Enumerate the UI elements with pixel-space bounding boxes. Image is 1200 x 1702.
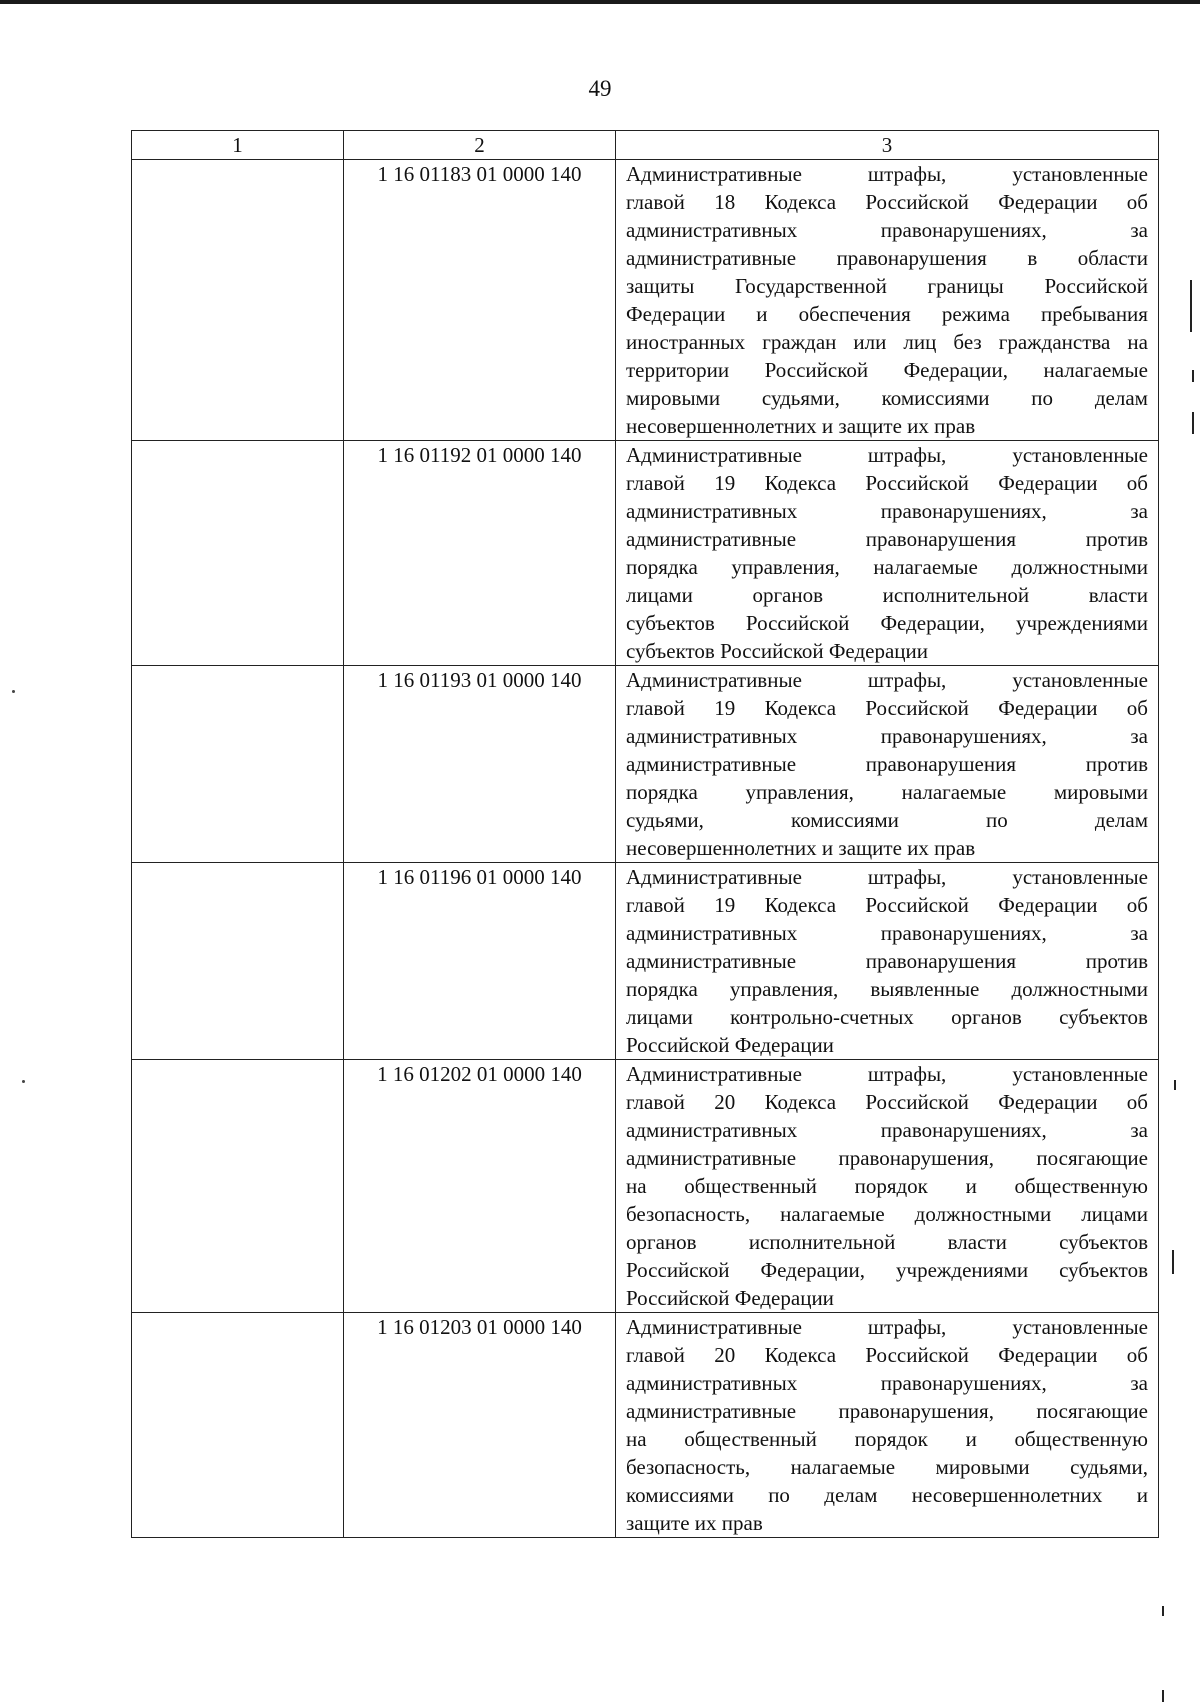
description-line: административных правонарушениях, за — [626, 1118, 1148, 1142]
description-line: лицами органов исполнительной власти — [626, 583, 1148, 607]
description-line: органов исполнительной власти субъектов — [626, 1230, 1148, 1254]
description-line: Российской Федерации, учреждениями субъектов — [626, 1258, 1148, 1282]
cell-col1 — [132, 666, 344, 863]
description-line: несовершеннолетних и защите их прав — [626, 836, 976, 860]
budget-code-table — [131, 130, 1159, 1538]
table-row — [132, 441, 1159, 666]
description-line: порядка управления, выявленные должностными — [626, 977, 1148, 1001]
description-line: порядка управления, налагаемые должностными — [626, 555, 1148, 579]
description-line: административных правонарушениях, за — [626, 218, 1148, 242]
description-line: Административные штрафы, установленные — [626, 668, 1148, 692]
cell-description — [616, 1060, 1159, 1313]
cell-description — [616, 863, 1159, 1060]
cell-col1 — [132, 1313, 344, 1538]
description-line: Административные штрафы, установленные — [626, 443, 1148, 467]
scan-dot — [12, 690, 15, 693]
cell-budget-code: 1 16 01196 01 0000 140 — [344, 863, 616, 1060]
scan-mark — [1162, 1606, 1164, 1616]
cell-budget-code: 1 16 01192 01 0000 140 — [344, 441, 616, 666]
table-row — [132, 863, 1159, 1060]
scan-mark — [1192, 370, 1194, 382]
description-line: административных правонарушениях, за — [626, 499, 1148, 523]
description-line: безопасность, налагаемые должностными лицами — [626, 1202, 1148, 1226]
description-line: защиты Государственной границы Российской — [626, 274, 1148, 298]
cell-col1 — [132, 441, 344, 666]
description-line: Российской Федерации — [626, 1286, 834, 1310]
description-line: Административные штрафы, установленные — [626, 1062, 1148, 1086]
description-line: главой 20 Кодекса Российской Федерации об — [626, 1090, 1148, 1114]
description-line: субъектов Российской Федерации, учреждениями — [626, 611, 1148, 635]
description-line: мировыми судьями, комиссиями по делам — [626, 386, 1148, 410]
page-number: 49 — [588, 76, 612, 101]
description-line: главой 18 Кодекса Российской Федерации об — [626, 190, 1148, 214]
table-row — [132, 160, 1159, 441]
table-header-row — [132, 131, 1159, 160]
description-line: административных правонарушениях, за — [626, 1371, 1148, 1395]
description-line: административных правонарушениях, за — [626, 921, 1148, 945]
description-line: главой 19 Кодекса Российской Федерации об — [626, 893, 1148, 917]
cell-budget-code: 1 16 01202 01 0000 140 — [344, 1060, 616, 1313]
description-line: иностранных граждан или лиц без гражданства на — [626, 330, 1148, 354]
scan-mark — [1172, 1250, 1174, 1274]
cell-description — [616, 1313, 1159, 1538]
description-line: административные правонарушения против — [626, 752, 1148, 776]
description-line: административные правонарушения в области — [626, 246, 1148, 270]
description-line: Административные штрафы, установленные — [626, 1315, 1148, 1339]
description-line: на общественный порядок и общественную — [626, 1174, 1148, 1198]
description-line: административные правонарушения, посягающие — [626, 1146, 1148, 1170]
description-line: административных правонарушениях, за — [626, 724, 1148, 748]
description-line: субъектов Российской Федерации — [626, 639, 929, 663]
description-line: лицами контрольно-счетных органов субъектов — [626, 1005, 1148, 1029]
cell-description — [616, 666, 1159, 863]
description-line: территории Российской Федерации, налагаемые — [626, 358, 1148, 382]
cell-col1 — [132, 863, 344, 1060]
description-line: несовершеннолетних и защите их прав — [626, 414, 976, 438]
description-line: Административные штрафы, установленные — [626, 162, 1148, 186]
description-line: административные правонарушения против — [626, 949, 1148, 973]
column-header-3: 3 — [616, 131, 1159, 160]
table-row — [132, 1313, 1159, 1538]
cell-col1 — [132, 1060, 344, 1313]
cell-description — [616, 441, 1159, 666]
cell-description — [616, 160, 1159, 441]
description-line: порядка управления, налагаемые мировыми — [626, 780, 1148, 804]
description-line: главой 19 Кодекса Российской Федерации об — [626, 471, 1148, 495]
cell-budget-code: 1 16 01193 01 0000 140 — [344, 666, 616, 863]
cell-budget-code: 1 16 01203 01 0000 140 — [344, 1313, 616, 1538]
description-line: главой 19 Кодекса Российской Федерации об — [626, 696, 1148, 720]
table-row — [132, 1060, 1159, 1313]
scan-mark — [1190, 280, 1192, 332]
description-line: на общественный порядок и общественную — [626, 1427, 1148, 1451]
description-line: административные правонарушения, посягающие — [626, 1399, 1148, 1423]
column-header-1: 1 — [132, 131, 344, 160]
description-line: Российской Федерации — [626, 1033, 834, 1057]
description-line: безопасность, налагаемые мировыми судьями, — [626, 1455, 1148, 1479]
description-line: административные правонарушения против — [626, 527, 1148, 551]
description-line: комиссиями по делам несовершеннолетних и — [626, 1483, 1148, 1507]
scan-mark — [1192, 412, 1194, 434]
description-line: судьями, комиссиями по делам — [626, 808, 1148, 832]
description-line: Федерации и обеспечения режима пребывания — [626, 302, 1148, 326]
description-line: Административные штрафы, установленные — [626, 865, 1148, 889]
table-body — [132, 160, 1159, 1538]
cell-col1 — [132, 160, 344, 441]
description-line: защите их прав — [626, 1511, 763, 1535]
column-header-2: 2 — [344, 131, 616, 160]
scan-mark — [1162, 1690, 1164, 1702]
scan-top-edge — [0, 0, 1200, 4]
scan-dot — [22, 1080, 25, 1083]
table-row — [132, 666, 1159, 863]
description-line: главой 20 Кодекса Российской Федерации об — [626, 1343, 1148, 1367]
scan-mark — [1174, 1080, 1176, 1090]
cell-budget-code: 1 16 01183 01 0000 140 — [344, 160, 616, 441]
